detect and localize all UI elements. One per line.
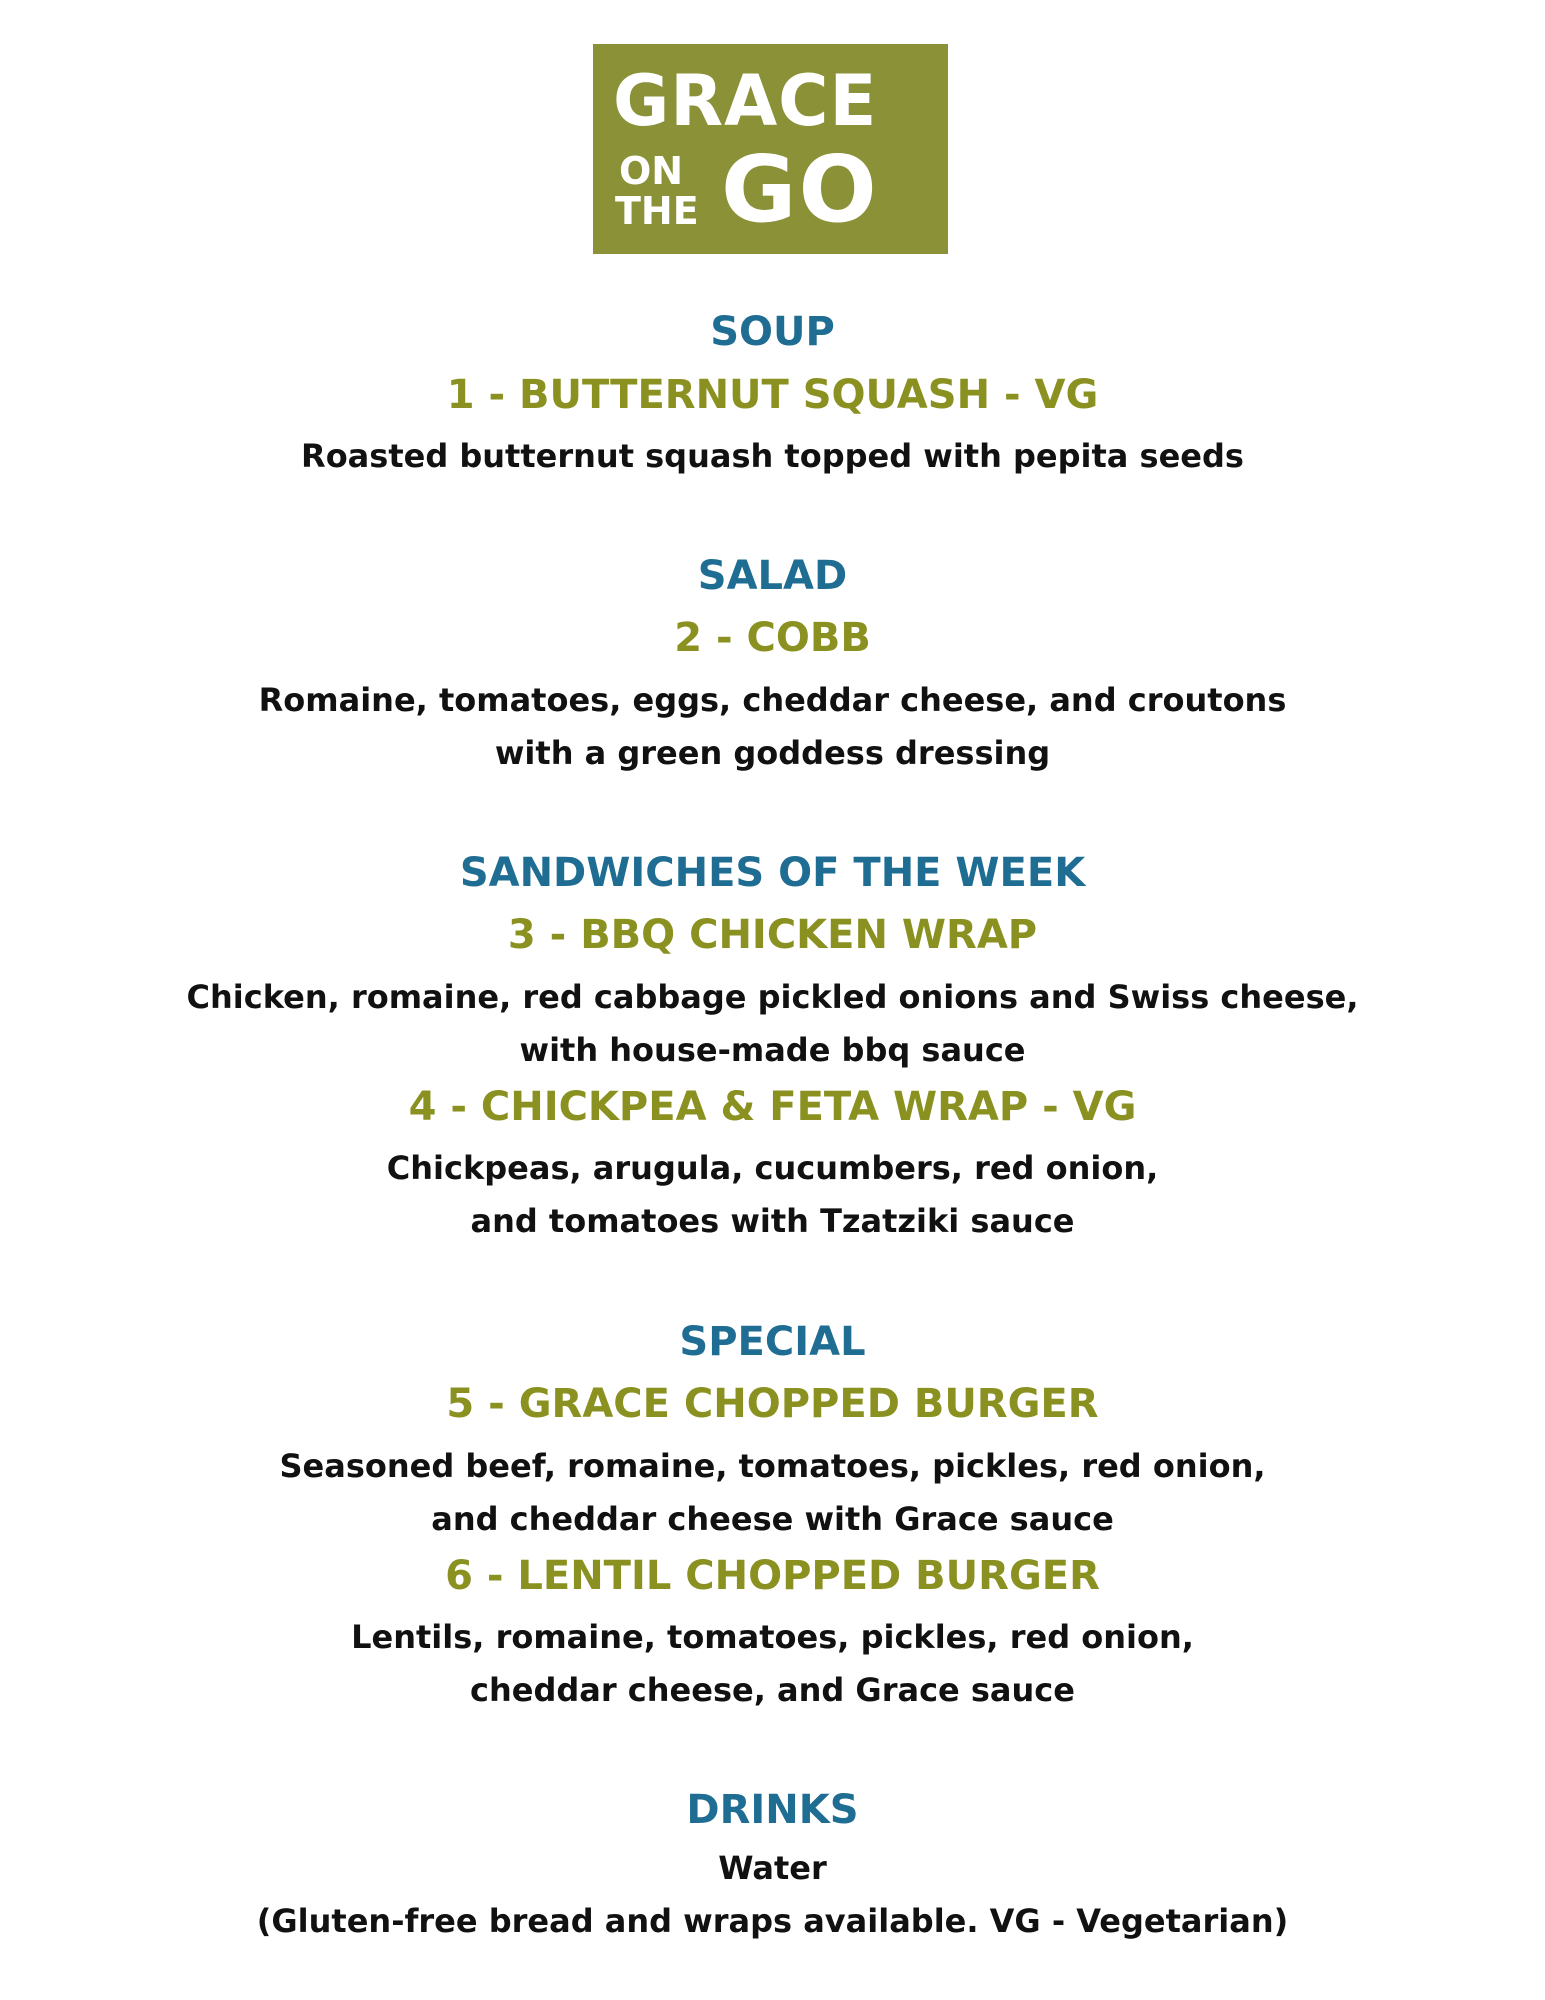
logo-word-the: THE xyxy=(615,189,699,233)
menu-item-title: 1 - BUTTERNUT SQUASH - VG xyxy=(446,372,1099,418)
menu-item-description: Seasoned beef, romaine, tomatoes, pickles, red onion, xyxy=(279,1447,1266,1485)
menu-item-description: and tomatoes with Tzatziki sauce xyxy=(470,1202,1075,1240)
menu-item-description: Romaine, tomatoes, eggs, cheddar cheese, and croutons xyxy=(258,681,1287,719)
menu-item-description: with a green goddess dressing xyxy=(494,734,1051,772)
menu-item-title: 6 - LENTIL CHOPPED BURGER xyxy=(445,1553,1100,1599)
section-heading-drinks: DRINKS xyxy=(686,1787,859,1833)
menu-item-title: 3 - BBQ CHICKEN WRAP xyxy=(507,912,1038,958)
section-heading-soup: SOUP xyxy=(710,309,835,355)
logo-word-on: ON xyxy=(619,149,684,193)
menu-item-title: 2 - COBB xyxy=(674,615,871,661)
section-heading-sandwiches: SANDWICHES OF THE WEEK xyxy=(459,850,1086,896)
drink-item: Water xyxy=(718,1849,827,1887)
menu-item-title: 4 - CHICKPEA & FETA WRAP - VG xyxy=(408,1084,1137,1130)
menu-item-description: Lentils, romaine, tomatoes, pickles, red onion, xyxy=(351,1618,1194,1656)
menu-footnote: (Gluten-free bread and wraps available. VG - Vegetarian) xyxy=(256,1902,1289,1940)
menu-item-description: Roasted butternut squash topped with pepita seeds xyxy=(301,437,1244,475)
logo-word-go: GO xyxy=(721,136,879,243)
section-heading-salad: SALAD xyxy=(697,553,848,599)
menu-item-description: with house-made bbq sauce xyxy=(519,1031,1026,1069)
section-heading-special: SPECIAL xyxy=(679,1319,866,1365)
menu-item-description: cheddar cheese, and Grace sauce xyxy=(470,1671,1075,1709)
menu-item-description: and cheddar cheese with Grace sauce xyxy=(431,1500,1114,1538)
menu-item-title: 5 - GRACE CHOPPED BURGER xyxy=(446,1381,1099,1427)
menu-item-description: Chickpeas, arugula, cucumbers, red onion, xyxy=(386,1149,1159,1187)
logo-word-grace: GRACE xyxy=(613,60,878,142)
grace-on-the-go-logo xyxy=(593,44,948,254)
menu-item-description: Chicken, romaine, red cabbage pickled onions and Swiss cheese, xyxy=(186,978,1359,1016)
